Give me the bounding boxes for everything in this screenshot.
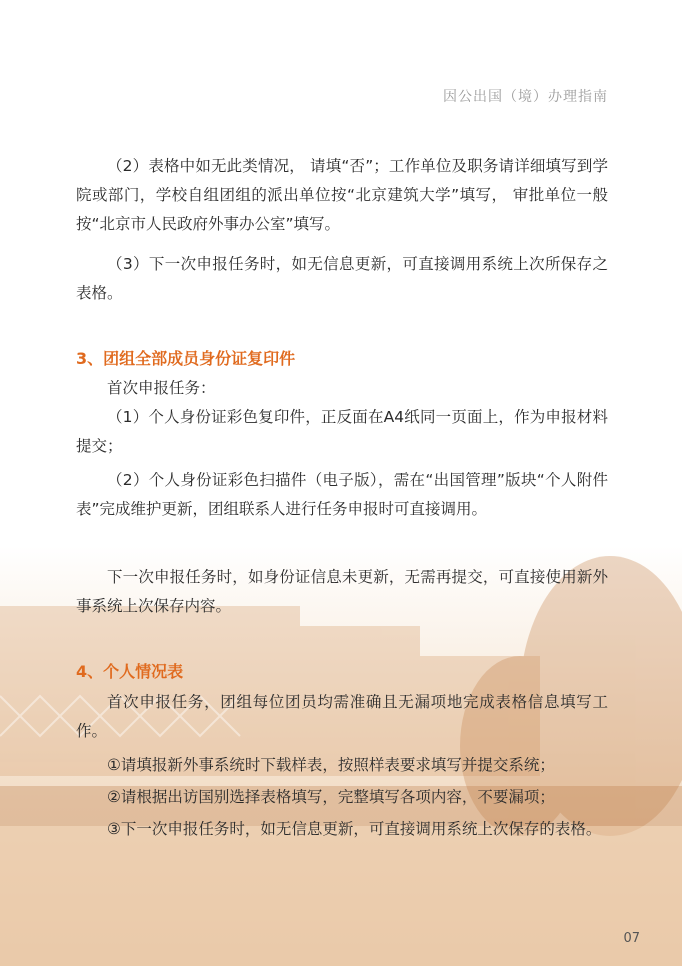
paragraph-id-scan: （2）个人身份证彩色扫描件（电子版），需在“出国管理”版块“个人附件表”完成维护更新，团组联系人进行任务申报时可直接调用。 [76, 471, 608, 518]
paragraph-table-note-2: （2）表格中如无此类情况， 请填“否”；工作单位及职务请详细填写到学院或部门，学校自组团组的派出单位按“北京建筑大学”填写， 审批单位一般按“北京市人民政府外事办公室”填写。 [76, 157, 608, 233]
paragraph-form-first: 首次申报任务，团组每位团员均需准确且无漏项地完成表格信息填写工作。 [76, 693, 608, 740]
section-title-id-copies: 3、团组全部成员身份证复印件 [76, 349, 296, 368]
paragraph-id-copy: （1）个人身份证彩色复印件，正反面在A4纸同一页面上，作为申报材料提交； [76, 408, 608, 455]
paragraph-form-item-3: ③下一次申报任务时，如无信息更新，可直接调用系统上次保存的表格。 [107, 820, 602, 838]
paragraph-table-note-3: （3）下一次申报任务时，如无信息更新，可直接调用系统上次所保存之表格。 [76, 255, 608, 302]
section-title-personal-form: 4、个人情况表 [76, 662, 184, 681]
header-title: 因公出国（境）办理指南 [443, 89, 608, 105]
paragraph-id-next-time: 下一次申报任务时，如身份证信息未更新，无需再提交，可直接使用新外事系统上次保存内容。 [76, 568, 608, 615]
page-number: 07 [623, 931, 640, 946]
paragraph-form-item-1: ①请填报新外事系统时下载样表，按照样表要求填写并提交系统； [107, 756, 555, 774]
paragraph-first-submission: 首次申报任务： [107, 379, 216, 397]
paragraph-form-item-2: ②请根据出访国别选择表格填写，完整填写各项内容，不要漏项； [107, 788, 555, 806]
